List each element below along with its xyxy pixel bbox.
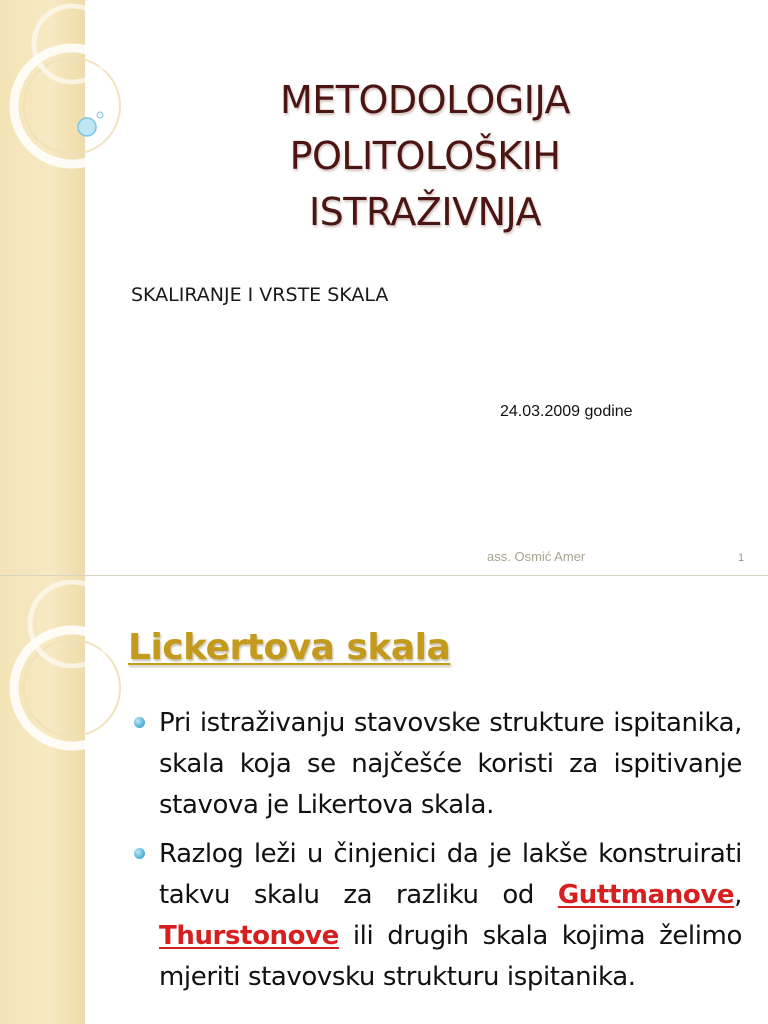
bullet-icon <box>134 848 145 859</box>
list-item <box>130 834 742 998</box>
bullet-list <box>130 703 742 1006</box>
slide-heading: Lickertova skala <box>128 627 451 668</box>
bullet-text-2a: Razlog leži u činjenici da je lakše konstruirati takvu skalu za razliku od <box>159 839 742 910</box>
title-line-1: METODOLOGIJA <box>279 78 570 122</box>
date-text: 24.03.2009 godine <box>500 403 633 420</box>
page-number: 1 <box>738 552 745 564</box>
subtitle: SKALIRANJE I VRSTE SKALA <box>131 284 389 306</box>
bullet-text-2b: ili drugih skala kojima želimo mjeriti stavovsku strukturu ispitanika. <box>159 921 742 992</box>
bullet-icon <box>134 717 145 728</box>
guttman-link: Guttmanove <box>557 880 735 910</box>
bullet-text-1: Pri istraživanju stavovske strukture ispitanika, skala koja se najčešće koristi za ispitivanje stavova je Likertova skala. <box>159 708 742 820</box>
thurstone-link: Thurstonove <box>159 921 339 951</box>
title-line-2: POLITOLOŠKIH <box>289 134 561 178</box>
title-line-3: ISTRAŽIVNJA <box>308 190 542 234</box>
author-footer: ass. Osmić Amer <box>487 549 586 564</box>
list-item <box>130 703 742 826</box>
slide-lickert <box>0 576 768 1024</box>
page-title <box>170 72 680 240</box>
separator: , <box>734 880 742 910</box>
bubble-icon <box>78 118 96 136</box>
